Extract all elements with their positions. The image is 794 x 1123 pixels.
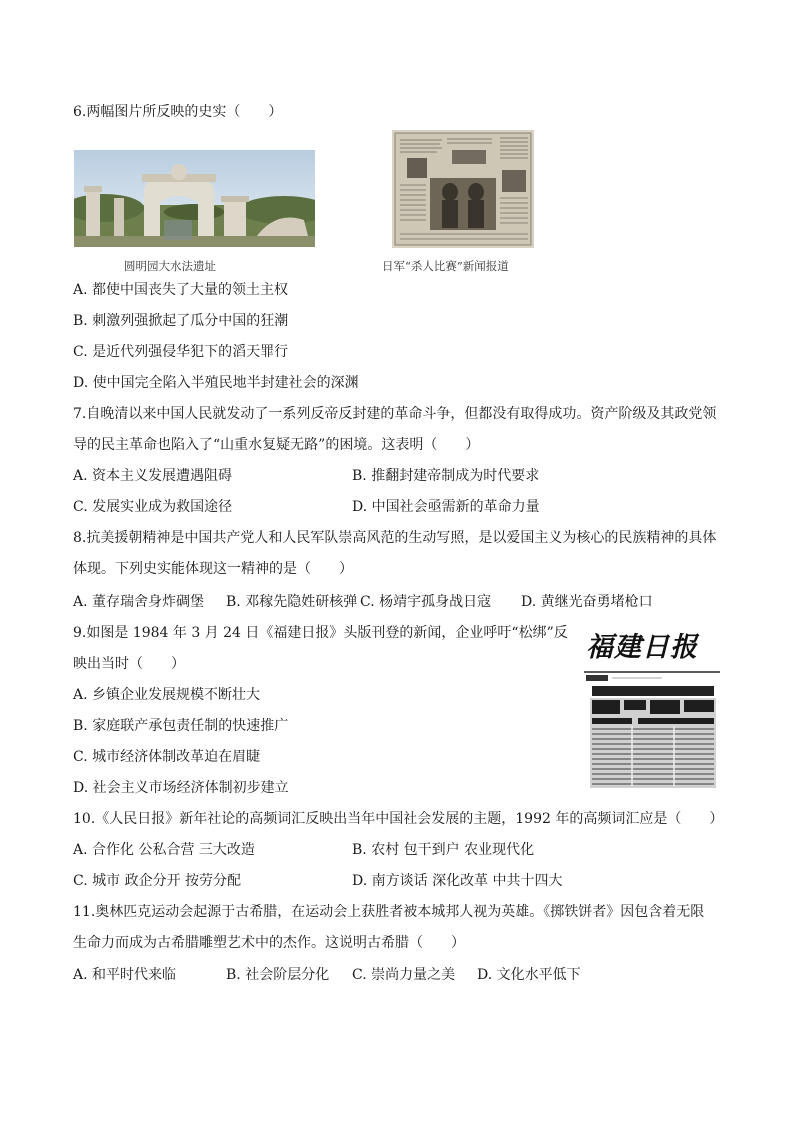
q7-option-b: B. 推翻封建帝制成为时代要求: [352, 468, 540, 484]
q11-stem-line2: 生命力而成为古希腊雕塑艺术中的杰作。这说明古希腊（ ）: [73, 935, 465, 951]
q7-stem-line1: 7.自晚清以来中国人民就发动了一系列反帝反封建的革命斗争，但都没有取得成功。资产阶级及其政党领: [73, 406, 717, 422]
fujian-daily-newspaper-image: [582, 626, 722, 792]
q9-option-c: C. 城市经济体制改革迫在眉睫: [73, 749, 261, 765]
yuanmingyuan-ruins-image: [74, 150, 315, 247]
q8-option-a: A. 董存瑞舍身炸碉堡: [73, 594, 205, 610]
q6-option-c: C. 是近代列强侵华犯下的滔天罪行: [73, 344, 289, 360]
newspaper-clipping-image: [392, 130, 534, 248]
q10-option-a: A. 合作化 公私合营 三大改造: [73, 842, 255, 858]
q7-option-d: D. 中国社会亟需新的革命力量: [352, 499, 540, 515]
q8-stem-line1: 8.抗美援朝精神是中国共产党人和人民军队崇高风范的生动写照，是以爱国主义为核心的民族精神的具体: [73, 530, 717, 546]
q9-stem-line2: 映出当时（ ）: [73, 656, 185, 672]
q10-stem: 10.《人民日报》新年社论的高频词汇反映出当年中国社会发展的主题，1992 年的高频词汇应是（ ）: [73, 811, 724, 827]
q10-option-d: D. 南方谈话 深化改革 中共十四大: [352, 873, 563, 889]
q10-option-c: C. 城市 政企分开 按劳分配: [73, 873, 242, 889]
q10-option-b: B. 农村 包干到户 农业现代化: [352, 842, 535, 858]
q8-stem-line2: 体现。下列史实能体现这一精神的是（ ）: [73, 561, 353, 577]
q9-stem-line1: 9.如图是 1984 年 3 月 24 日《福建日报》头版刊登的新闻，企业呼吁“松绑”反: [73, 625, 568, 641]
q11-stem-line1: 11.奥林匹克运动会起源于古希腊，在运动会上获胜者被本城邦人视为英雄。《掷铁饼者》因包含着无限: [73, 904, 705, 920]
q6-stem: 6.两幅图片所反映的史实（ ）: [73, 104, 283, 120]
q6-image2-caption: 日军“杀人比赛”新闻报道: [382, 259, 509, 273]
q9-option-a: A. 乡镇企业发展规模不断壮大: [73, 687, 261, 703]
q11-option-d: D. 文化水平低下: [477, 967, 581, 983]
q6-image1-caption: 圆明园大水法遗址: [124, 259, 216, 273]
q9-option-b: B. 家庭联产承包责任制的快速推广: [73, 718, 289, 734]
q11-option-b: B. 社会阶层分化: [226, 967, 330, 983]
q7-option-c: C. 发展实业成为救国途径: [73, 499, 233, 515]
q8-option-d: D. 黄继光奋勇堵枪口: [521, 594, 653, 610]
q11-option-c: C. 崇尚力量之美: [352, 967, 456, 983]
q8-option-c: C. 杨靖宇孤身战日寇: [360, 594, 492, 610]
newspaper-masthead: 福建日报: [586, 632, 698, 663]
q6-option-a: A. 都使中国丧失了大量的领土主权: [73, 282, 289, 298]
q11-option-a: A. 和平时代来临: [73, 967, 177, 983]
q7-option-a: A. 资本主义发展遭遇阻碍: [73, 468, 233, 484]
q8-option-b: B. 邓稼先隐姓研核弹: [226, 594, 358, 610]
q7-stem-line2: 导的民主革命也陷入了“山重水复疑无路”的困境。这表明（ ）: [73, 437, 480, 453]
q9-option-d: D. 社会主义市场经济体制初步建立: [73, 780, 289, 796]
q6-option-b: B. 刺激列强掀起了瓜分中国的狂潮: [73, 313, 289, 329]
q6-option-d: D. 使中国完全陷入半殖民地半封建社会的深渊: [73, 375, 359, 391]
